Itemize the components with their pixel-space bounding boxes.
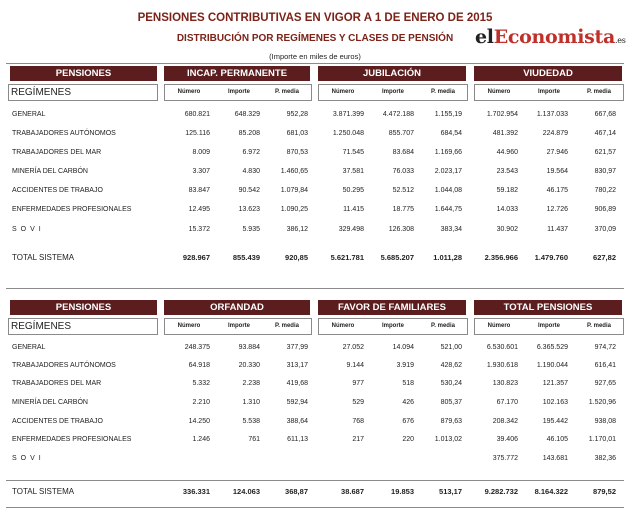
subheader-group-1 — [164, 84, 312, 101]
cell-value: 23.543 — [496, 168, 518, 175]
cell-value: 44.960 — [496, 149, 518, 156]
row-label: SOVI — [12, 455, 45, 462]
cell-value: 71.545 — [342, 149, 364, 156]
row-label: TOTAL SISTEMA — [12, 487, 75, 496]
row-label: GENERAL — [12, 111, 46, 118]
subheader-group-2 — [318, 318, 468, 335]
regimes-label: REGÍMENES — [11, 321, 72, 332]
subheader-importe: Importe — [537, 89, 560, 95]
table-row — [12, 378, 624, 390]
cell-value: 5.935 — [242, 226, 260, 233]
cell-value: 102.163 — [542, 399, 568, 406]
table-row — [12, 147, 624, 159]
cell-value: 30.902 — [496, 226, 518, 233]
cell-value: 9.282.732 — [484, 487, 518, 496]
subheader-numero: Número — [331, 89, 355, 95]
table-top-bottom-rule — [6, 288, 624, 289]
subheader-pmedia: P. media — [431, 89, 455, 95]
table-row — [12, 434, 624, 446]
cell-value: 780,22 — [594, 187, 616, 194]
cell-value: 870,53 — [286, 149, 308, 156]
row-label: ACCIDENTES DE TRABAJO — [12, 187, 103, 194]
row-label: ENFERMEDADES PROFESIONALES — [12, 206, 132, 213]
cell-value: 11.437 — [547, 226, 568, 233]
cell-value: 2.210 — [192, 399, 210, 406]
cell-value: 90.542 — [238, 187, 260, 194]
cell-value: 130.823 — [492, 380, 518, 387]
subheader-group-1 — [164, 318, 312, 335]
cell-value: 426 — [402, 399, 414, 406]
group-header-jubilacion: JUBILACIÓN — [318, 66, 466, 81]
cell-value: 5.332 — [192, 380, 210, 387]
cell-value: 1.930.618 — [486, 362, 518, 369]
cell-value: 611,13 — [287, 436, 308, 443]
cell-value: 11.415 — [343, 206, 364, 213]
cell-value: 208.342 — [492, 418, 518, 425]
table-row — [12, 224, 624, 236]
row-label: TRABAJADORES DEL MAR — [12, 149, 102, 156]
cell-value: 481.392 — [492, 130, 518, 137]
cell-value: 143.681 — [542, 455, 568, 462]
cell-value: 18.775 — [392, 206, 414, 213]
cell-value: 368,87 — [285, 487, 308, 496]
subheader-numero: Número — [487, 323, 511, 329]
cell-value: 3.871.399 — [332, 111, 364, 118]
cell-value: 14.250 — [188, 418, 210, 425]
cell-value: 1.155,19 — [434, 111, 462, 118]
subheader-group-3 — [474, 84, 624, 101]
cell-value: 518 — [402, 380, 414, 387]
cell-value: 855.439 — [232, 253, 260, 262]
cell-value: 928.967 — [182, 253, 210, 262]
cell-value: 313,17 — [286, 362, 308, 369]
row-label: TRABAJADORES AUTÓNOMOS — [12, 130, 116, 137]
cell-value: 6.972 — [242, 149, 260, 156]
subheader-pmedia: P. media — [275, 89, 299, 95]
row-label: ENFERMEDADES PROFESIONALES — [12, 436, 132, 443]
cell-value: 93.884 — [238, 344, 260, 351]
page-title: PENSIONES CONTRIBUTIVAS EN VIGOR A 1 DE ENERO DE 2015 — [137, 12, 493, 24]
cell-value: 50.295 — [342, 187, 364, 194]
cell-value: 46.105 — [546, 436, 568, 443]
subheader-importe: Importe — [227, 323, 250, 329]
cell-value: 2.238 — [242, 380, 260, 387]
subheader-importe: Importe — [227, 89, 250, 95]
cell-value: 13.623 — [238, 206, 260, 213]
row-label: MINERÍA DEL CARBÓN — [12, 168, 88, 175]
subheader-numero: Número — [177, 323, 201, 329]
cell-value: 855.707 — [388, 130, 414, 137]
row-label: SOVI — [12, 226, 45, 233]
cell-value: 217 — [352, 436, 364, 443]
cell-value: 59.182 — [496, 187, 518, 194]
cell-value: 19.853 — [391, 487, 414, 496]
logo-suffix: .es — [615, 36, 626, 45]
cell-value: 681,03 — [286, 130, 308, 137]
cell-value: 879,63 — [440, 418, 462, 425]
cell-value: 768 — [352, 418, 364, 425]
cell-value: 5.685.207 — [380, 253, 414, 262]
subheader-pmedia: P. media — [587, 323, 611, 329]
cell-value: 27.052 — [342, 344, 364, 351]
logo-prefix: el — [475, 26, 494, 48]
cell-value: 616,41 — [594, 362, 616, 369]
subheader-importe: Importe — [537, 323, 560, 329]
row-label: TRABAJADORES DEL MAR — [12, 380, 102, 387]
subheader-importe: Importe — [381, 89, 404, 95]
logo-accent: Economista — [493, 26, 616, 48]
cell-value: 1.079,84 — [280, 187, 308, 194]
cell-value: 37.581 — [342, 168, 364, 175]
table-row — [12, 109, 624, 121]
cell-value: 513,17 — [439, 487, 462, 496]
cell-value: 370,09 — [594, 226, 616, 233]
cell-value: 14.033 — [496, 206, 518, 213]
cell-value: 1.702.954 — [486, 111, 518, 118]
cell-value: 1.520,96 — [588, 399, 616, 406]
cell-value: 684,54 — [440, 130, 462, 137]
table-row — [12, 360, 624, 372]
cell-value: 124.063 — [232, 487, 260, 496]
cell-value: 621,57 — [594, 149, 616, 156]
cell-value: 2.356.966 — [484, 253, 518, 262]
total-row — [12, 252, 624, 264]
table-row — [12, 185, 624, 197]
cell-value: 46.175 — [546, 187, 568, 194]
regimes-label: REGÍMENES — [11, 87, 72, 98]
cell-value: 467,14 — [594, 130, 616, 137]
cell-value: 382,36 — [594, 455, 616, 462]
cell-value: 14.094 — [392, 344, 414, 351]
cell-value: 1.246 — [192, 436, 210, 443]
cell-value: 388,64 — [286, 418, 308, 425]
cell-value: 627,82 — [593, 253, 616, 262]
cell-value: 805,37 — [440, 399, 462, 406]
subheader-numero: Número — [177, 89, 201, 95]
cell-value: 19.564 — [546, 168, 568, 175]
cell-value: 64.918 — [188, 362, 210, 369]
cell-value: 336.331 — [182, 487, 210, 496]
cell-value: 592,94 — [286, 399, 308, 406]
cell-value: 4.830 — [242, 168, 260, 175]
subheader-pmedia: P. media — [275, 323, 299, 329]
cell-value: 12.726 — [546, 206, 568, 213]
cell-value: 761 — [248, 436, 260, 443]
cell-value: 83.847 — [188, 187, 210, 194]
total-row — [12, 486, 624, 498]
subheader-group-2 — [318, 84, 468, 101]
cell-value: 248.375 — [184, 344, 210, 351]
cell-value: 329.498 — [338, 226, 364, 233]
row-label: TOTAL SISTEMA — [12, 253, 75, 262]
table-top-rule — [6, 63, 624, 64]
cell-value: 6.365.529 — [536, 344, 568, 351]
cell-value: 1.090,25 — [280, 206, 308, 213]
cell-value: 195.442 — [542, 418, 568, 425]
cell-value: 76.033 — [392, 168, 414, 175]
cell-value: 386,12 — [286, 226, 308, 233]
units-note: (Importe en miles de euros) — [269, 52, 361, 61]
cell-value: 85.208 — [238, 130, 260, 137]
cell-value: 974,72 — [594, 344, 616, 351]
cell-value: 126.308 — [388, 226, 414, 233]
cell-value: 1.479.760 — [534, 253, 568, 262]
cell-value: 8.009 — [192, 149, 210, 156]
regimes-header — [8, 318, 158, 335]
group-header-favor-familiares: FAVOR DE FAMILIARES — [318, 300, 466, 315]
cell-value: 952,28 — [286, 111, 308, 118]
cell-value: 125.116 — [185, 130, 210, 137]
cell-value: 938,08 — [594, 418, 616, 425]
cell-value: 1.644,75 — [434, 206, 462, 213]
group-header-total-pensiones: TOTAL PENSIONES — [474, 300, 622, 315]
regimes-header — [8, 84, 158, 101]
pensiones-header: PENSIONES — [10, 66, 157, 81]
row-label: TRABAJADORES AUTÓNOMOS — [12, 362, 116, 369]
cell-value: 9.144 — [346, 362, 364, 369]
table-row — [12, 453, 624, 465]
subheader-group-3 — [474, 318, 624, 335]
row-label: ACCIDENTES DE TRABAJO — [12, 418, 103, 425]
cell-value: 15.372 — [188, 226, 210, 233]
cell-value: 1.044,08 — [434, 187, 462, 194]
cell-value: 830,97 — [594, 168, 616, 175]
cell-value: 52.512 — [392, 187, 414, 194]
cell-value: 4.472.188 — [382, 111, 414, 118]
cell-value: 680.821 — [184, 111, 210, 118]
cell-value: 2.023,17 — [434, 168, 462, 175]
cell-value: 1.137.033 — [536, 111, 568, 118]
table-row — [12, 128, 624, 140]
subheader-pmedia: P. media — [587, 89, 611, 95]
row-label: MINERÍA DEL CARBÓN — [12, 399, 88, 406]
cell-value: 1.013,02 — [434, 436, 462, 443]
table-row — [12, 397, 624, 409]
cell-value: 27.946 — [546, 149, 568, 156]
cell-value: 1.190.044 — [536, 362, 568, 369]
cell-value: 38.687 — [341, 487, 364, 496]
cell-value: 383,34 — [440, 226, 462, 233]
cell-value: 920,85 — [285, 253, 308, 262]
cell-value: 1.460,65 — [280, 168, 308, 175]
cell-value: 6.530.601 — [486, 344, 518, 351]
table-row — [12, 416, 624, 428]
table-row — [12, 342, 624, 354]
group-header-viudedad: VIUDEDAD — [474, 66, 622, 81]
cell-value: 529 — [352, 399, 364, 406]
pensiones-header: PENSIONES — [10, 300, 157, 315]
cell-value: 5.621.781 — [330, 253, 364, 262]
cell-value: 676 — [402, 418, 414, 425]
cell-value: 906,89 — [594, 206, 616, 213]
cell-value: 5.538 — [242, 418, 260, 425]
group-header-orfandad: ORFANDAD — [164, 300, 310, 315]
cell-value: 530,24 — [440, 380, 462, 387]
cell-value: 428,62 — [440, 362, 462, 369]
row-label: GENERAL — [12, 344, 46, 351]
cell-value: 8.164.322 — [534, 487, 568, 496]
cell-value: 375.772 — [492, 455, 518, 462]
cell-value: 1.169,66 — [434, 149, 462, 156]
cell-value: 1.011,28 — [433, 253, 462, 262]
cell-value: 121.357 — [542, 380, 568, 387]
table-bottom-rule-lower — [6, 507, 624, 508]
eleconomista-logo — [475, 26, 626, 48]
cell-value: 3.919 — [396, 362, 414, 369]
group-header-incapacidad: INCAP. PERMANENTE — [164, 66, 310, 81]
table-row — [12, 204, 624, 216]
cell-value: 67.170 — [496, 399, 518, 406]
cell-value: 1.310 — [242, 399, 260, 406]
cell-value: 521,00 — [440, 344, 462, 351]
cell-value: 648.329 — [234, 111, 260, 118]
cell-value: 220 — [402, 436, 414, 443]
table-row — [12, 166, 624, 178]
cell-value: 419,68 — [286, 380, 308, 387]
cell-value: 20.330 — [238, 362, 260, 369]
cell-value: 879,52 — [593, 487, 616, 496]
cell-value: 1.170,01 — [588, 436, 616, 443]
cell-value: 977 — [352, 380, 364, 387]
subheader-numero: Número — [487, 89, 511, 95]
table-bottom-rule-upper — [6, 480, 624, 481]
subheader-importe: Importe — [381, 323, 404, 329]
subheader-numero: Número — [331, 323, 355, 329]
cell-value: 39.406 — [496, 436, 518, 443]
cell-value: 927,65 — [594, 380, 616, 387]
cell-value: 1.250.048 — [332, 130, 364, 137]
cell-value: 83.684 — [392, 149, 414, 156]
cell-value: 3.307 — [192, 168, 210, 175]
subheader-pmedia: P. media — [431, 323, 455, 329]
cell-value: 12.495 — [188, 206, 210, 213]
page-subtitle: DISTRIBUCIÓN POR REGÍMENES Y CLASES DE PENSIÓN — [176, 33, 454, 44]
cell-value: 667,68 — [594, 111, 616, 118]
cell-value: 224.879 — [542, 130, 568, 137]
cell-value: 377,99 — [286, 344, 308, 351]
